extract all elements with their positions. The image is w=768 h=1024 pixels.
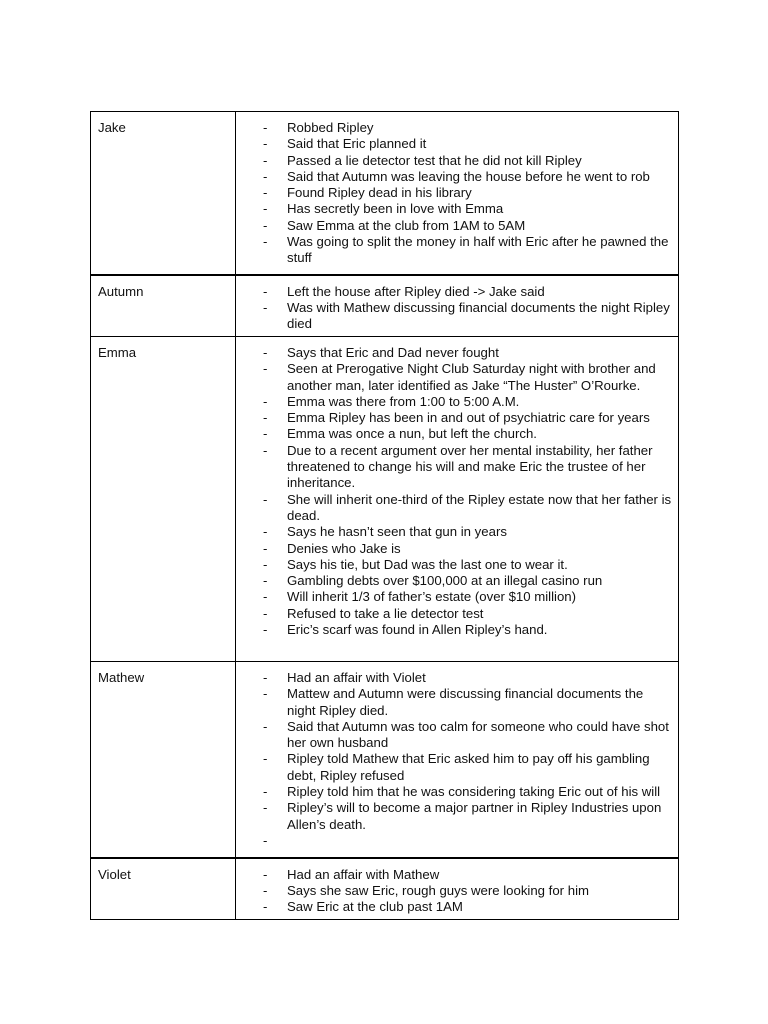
table-row-autumn [91,275,679,337]
facts-list-jake [236,120,674,267]
fact-item: - Emma Ripley has been in and out of psychiatric care for years [236,410,674,426]
suspect-name-mathew: Mathew [91,662,236,858]
table-row-mathew [91,662,679,858]
fact-item: - Says that Eric and Dad never fought [236,345,674,361]
fact-item: - Seen at Prerogative Night Club Saturday night with brother and another man, later identified as Jake “The Huster” O’Rourke. [236,361,674,394]
fact-item: - Says she saw Eric, rough guys were looking for him [236,883,674,899]
suspect-name-emma: Emma [91,337,236,662]
fact-item: - Will inherit 1/3 of father’s estate (over $10 million) [236,589,674,605]
fact-item: - Has secretly been in love with Emma [236,201,674,217]
fact-item: - Saw Emma at the club from 1AM to 5AM [236,218,674,234]
facts-list-emma [236,345,674,638]
fact-item: - Says he hasn’t seen that gun in years [236,524,674,540]
table-row-emma [91,337,679,662]
facts-list-violet [236,867,674,916]
fact-item: - Emma was there from 1:00 to 5:00 A.M. [236,394,674,410]
suspect-name-violet: Violet [91,858,236,920]
facts-list-mathew [236,670,674,849]
fact-item: - Denies who Jake is [236,541,674,557]
facts-cell-mathew [236,662,679,858]
fact-item: - Was with Mathew discussing financial documents the night Ripley died [236,300,674,333]
suspect-notes-table [90,111,679,920]
suspect-name-jake: Jake [91,112,236,275]
table-row-violet [91,858,679,920]
fact-item: - Was going to split the money in half with Eric after he pawned the stuff [236,234,674,267]
fact-item: - Due to a recent argument over her mental instability, her father threatened to change his will and make Eric the trustee of her inheritance. [236,443,674,492]
fact-item: - Passed a lie detector test that he did not kill Ripley [236,153,674,169]
fact-item: - Ripley told him that he was considering taking Eric out of his will [236,784,674,800]
fact-item: - Mattew and Autumn were discussing financial documents the night Ripley died. [236,686,674,719]
fact-item: - Says his tie, but Dad was the last one to wear it. [236,557,674,573]
facts-cell-autumn [236,275,679,337]
fact-item: - Emma was once a nun, but left the church. [236,426,674,442]
fact-item: - Found Ripley dead in his library [236,185,674,201]
facts-cell-emma [236,337,679,662]
facts-cell-violet [236,858,679,920]
fact-item: - Ripley told Mathew that Eric asked him to pay off his gambling debt, Ripley refused [236,751,674,784]
fact-item: - Ripley’s will to become a major partner in Ripley Industries upon Allen’s death. [236,800,674,833]
fact-item: - Saw Eric at the club past 1AM [236,899,674,915]
fact-item: - Said that Autumn was leaving the house before he went to rob [236,169,674,185]
fact-item: - Gambling debts over $100,000 at an illegal casino run [236,573,674,589]
fact-item: - Eric’s scarf was found in Allen Ripley’s hand. [236,622,674,638]
fact-item [236,833,674,849]
fact-item: - Had an affair with Violet [236,670,674,686]
fact-item: - Said that Autumn was too calm for someone who could have shot her own husband [236,719,674,752]
fact-item: - Left the house after Ripley died -> Jake said [236,284,674,300]
fact-item: - Said that Eric planned it [236,136,674,152]
fact-item: - Refused to take a lie detector test [236,606,674,622]
suspect-name-autumn: Autumn [91,275,236,337]
fact-item: - Had an affair with Mathew [236,867,674,883]
fact-item: - Robbed Ripley [236,120,674,136]
fact-item: - She will inherit one-third of the Ripley estate now that her father is dead. [236,492,674,525]
facts-list-autumn [236,284,674,333]
table-row-jake [91,112,679,275]
facts-cell-jake [236,112,679,275]
